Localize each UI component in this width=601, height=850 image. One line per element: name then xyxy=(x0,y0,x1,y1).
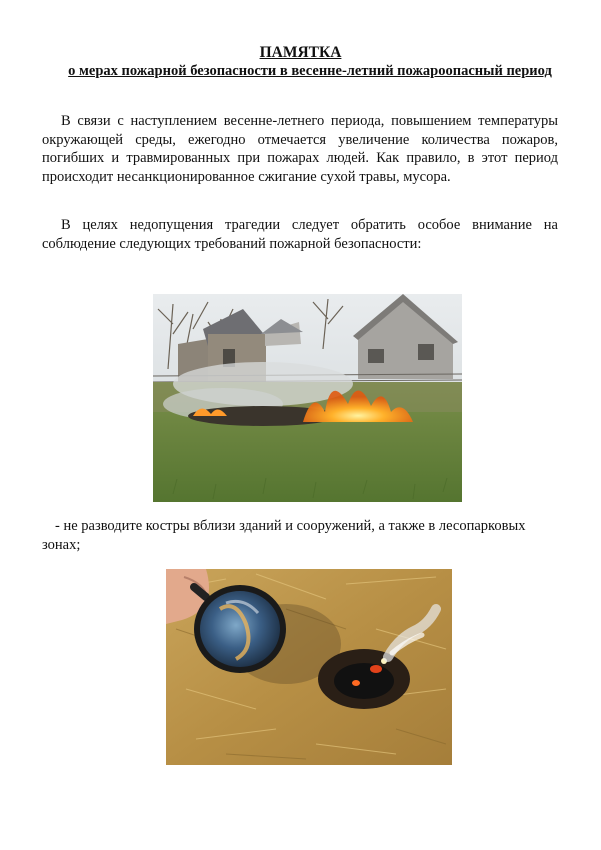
intro-paragraph: В связи с наступлением весенне-летнего периода, повышением температуры окружающей среды, ежегодно отмечается увеличение количества пожаров, погибших и травмированных при пожарах людей. Как правило, в этот период происходит несанкционированное сжигание сухой травы, мусора. xyxy=(42,113,558,185)
magnifier-fire-photo xyxy=(166,569,452,765)
requirements-paragraph: В целях недопущения трагедии следует обратить особое внимание на соблюдение следующих требований пожарной безопасности: xyxy=(42,217,558,252)
page-subtitle: о мерах пожарной безопасности в весенне-летний пожароопасный период xyxy=(68,63,552,79)
page-title: ПАМЯТКА xyxy=(259,44,342,61)
rule-item: - не разводите костры вблизи зданий и сооружений, а также в лесопарковых зонах; xyxy=(42,518,526,553)
grass-fire-photo xyxy=(153,294,462,502)
